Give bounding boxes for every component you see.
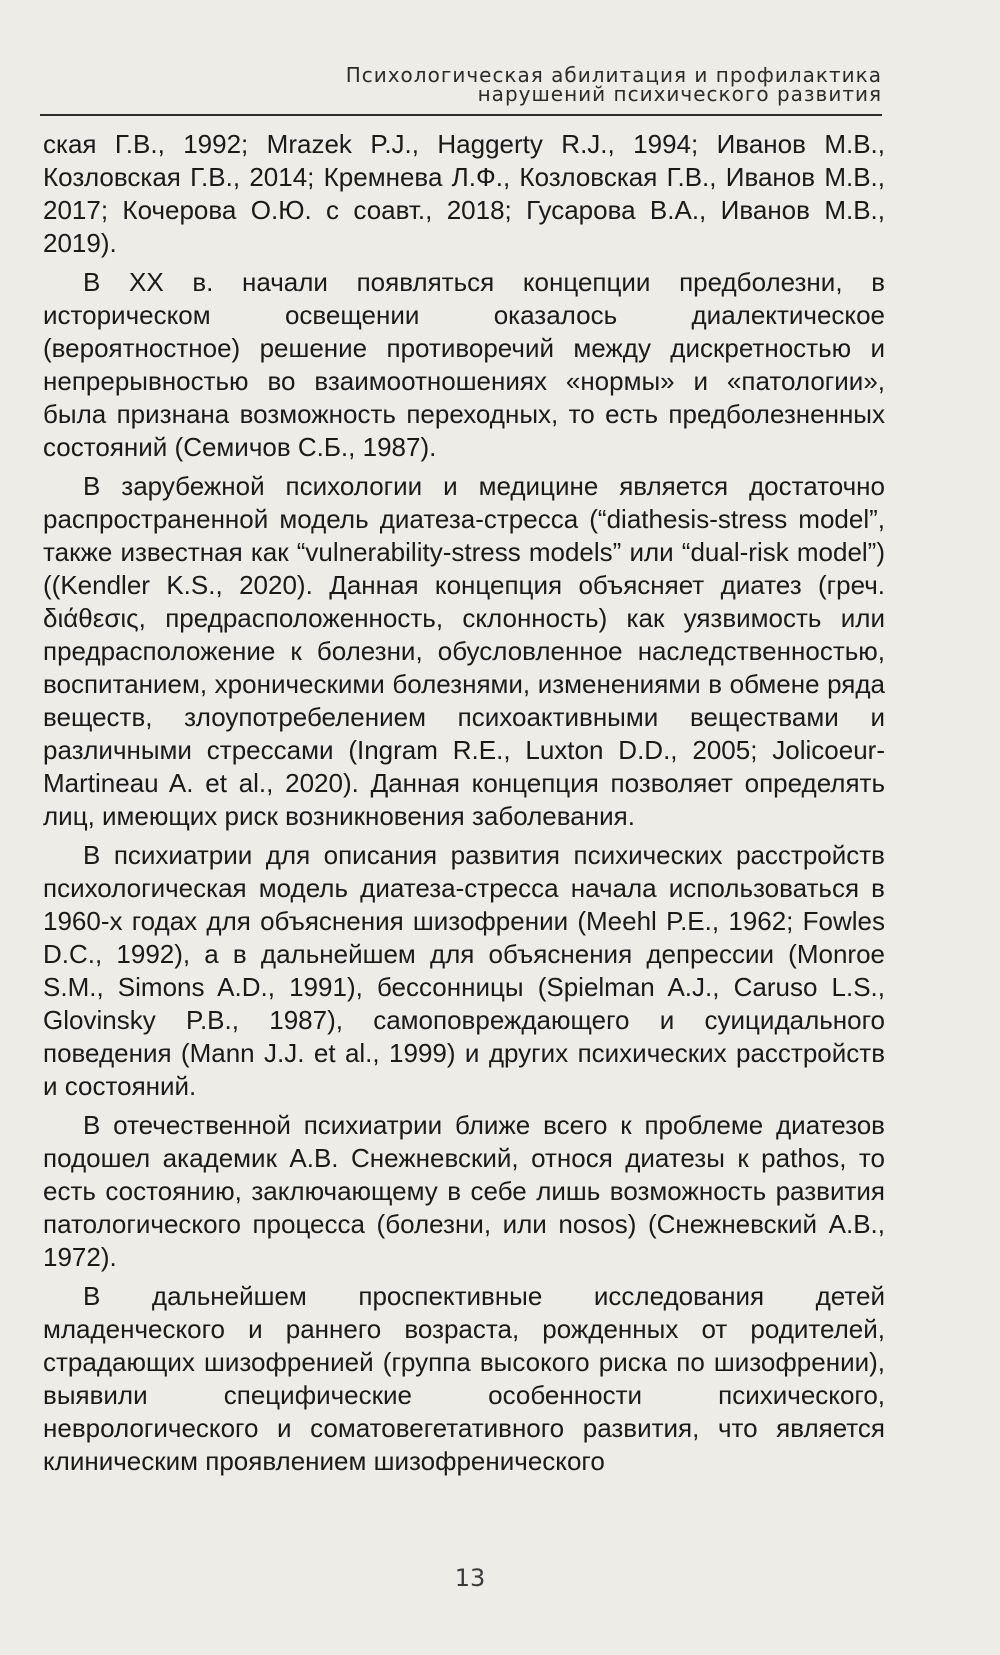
paragraph-continuation: ская Г.В., 1992; Mrazek P.J., Haggerty R.J., 1994; Иванов М.В., Козловская Г.В., 2014; Кремнева Л.Ф., Козловская Г.В., Иванов М.В., 2017; Кочерова О.Ю. с соавт., 2018; Гусарова В.А., Иванов М.В., 2019). xyxy=(43,129,885,258)
paragraph: В XX в. начали появляться концепции предболезни, в историческом освещении оказалось диалектическое (вероятностное) решение противоречий между дискретностью и непрерывностью во взаимоотношениях «нормы» и «патологии», была признана возможность переходных, то есть предболезненных состояний (Семичов С.Б., 1987). xyxy=(43,267,885,462)
body-text xyxy=(43,128,885,1484)
header-rule xyxy=(40,114,882,116)
running-header xyxy=(40,64,882,105)
paragraph: В зарубежной психологии и медицине является достаточно распространенной модель диатеза-стресса (“diathesis-stress model”, также известная как “vulnerability-stress models” или “dual-risk model”) ((Kendler K.S., 2020). Данная концепция объясняет диатез (греч. διάθεσις, предрасположенность, склонность) как уязвимость или предрасположение к болезни, обусловленное наследственностью, воспитанием, хроническими болезнями, изменениями в обмене ряда веществ, злоупотребелением психоактивными веществами и различными стрессами (Ingram R.E., Luxton D.D., 2005; Jolicoeur-Martineau A. et al., 2020). Данная концепция позволяет определять лиц, имеющих риск возникновения заболевания. xyxy=(43,471,885,831)
paragraph: В психиатрии для описания развития психических расстройств психологическая модель диатеза-стресса начала использоваться в 1960-х годах для объяснения шизофрении (Meehl P.E., 1962; Fowles D.C., 1992), а в дальнейшем для объяснения депрессии (Monroe S.M., Simons A.D., 1991), бессонницы (Spielman A.J., Caruso L.S., Glovinsky P.B., 1987), самоповреждающего и суицидального поведения (Mann J.J. et al., 1999) и других психических расстройств и состояний. xyxy=(43,840,885,1101)
page-number: 13 xyxy=(454,1564,486,1592)
running-header-line-1: Психологическая абилитация и профилактика xyxy=(345,63,882,87)
paragraph: В дальнейшем проспективные исследования детей младенческого и раннего возраста, рожденных от родителей, страдающих шизофренией (группа высокого риска по шизофрении), выявили специфические особенности психического, неврологического и соматовегетативного развития, что является клиническим проявлением шизофренического xyxy=(43,1281,885,1476)
running-header-line-2: нарушений психического развития xyxy=(477,82,882,106)
paragraph: В отечественной психиатрии ближе всего к проблеме диатезов подошел академик А.В. Снежневский, относя диатезы к pathos, то есть состоянию, заключающему в себе лишь возможность развития патологического процесса (болезни, или nosos) (Снежневский А.В., 1972). xyxy=(43,1110,885,1272)
